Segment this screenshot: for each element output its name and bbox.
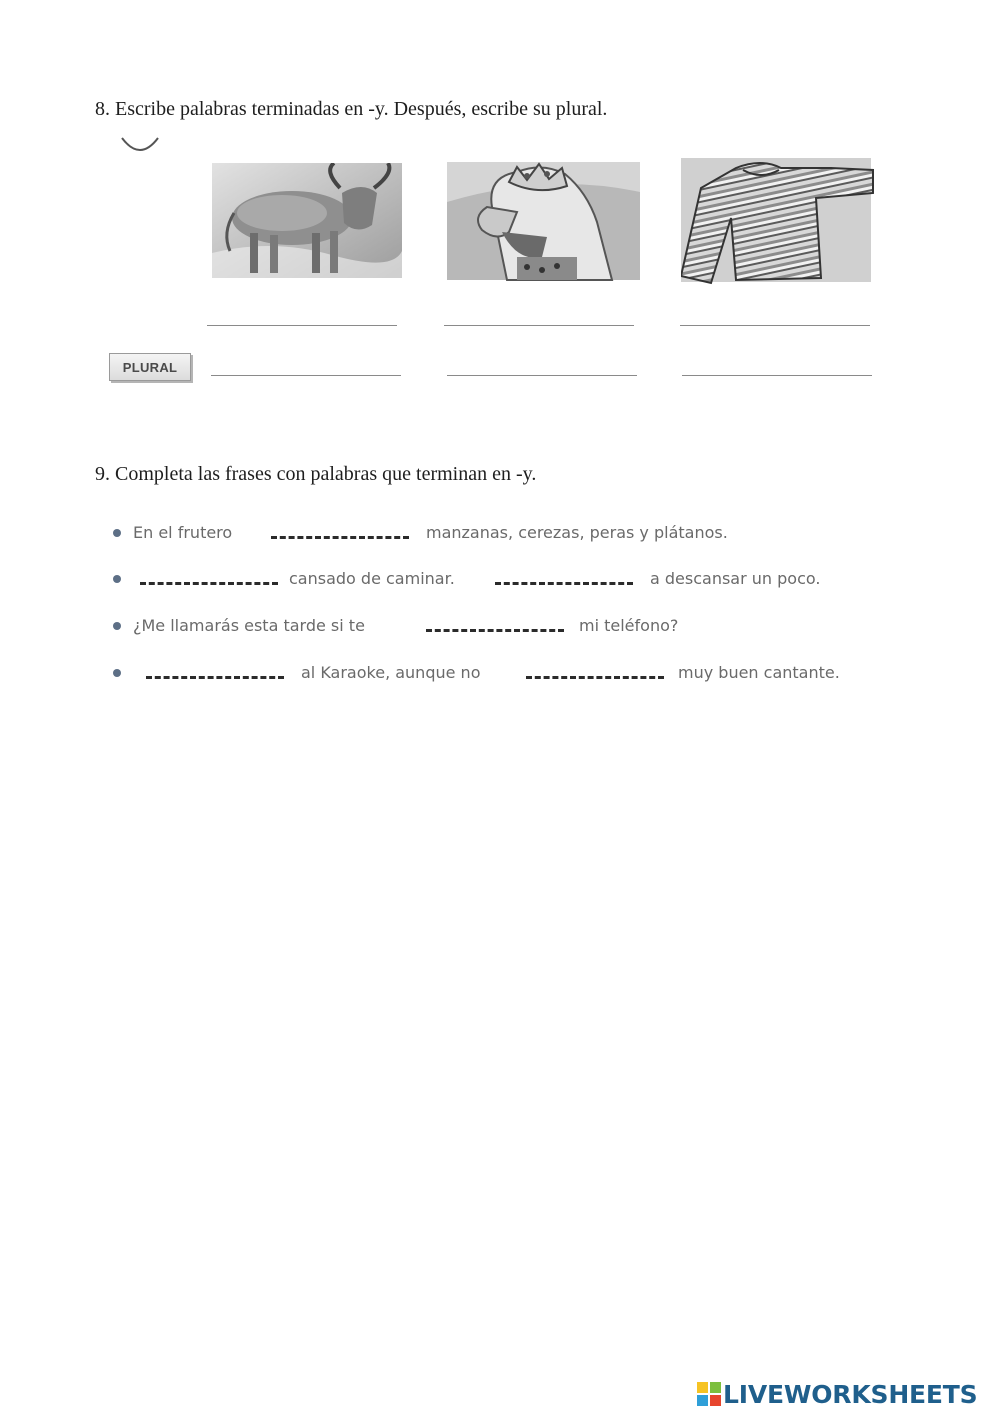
answer-line[interactable]: [680, 325, 870, 326]
liveworksheets-logo-icon: [697, 1382, 721, 1406]
bullet-icon: [113, 669, 121, 677]
sentence-text: al Karaoke, aunque no: [301, 663, 481, 682]
exercise-9-heading: 9. Completa las frases con palabras que terminan en -y.: [95, 463, 537, 485]
sentence-text: mi teléfono?: [579, 616, 679, 635]
circle-fragment: [120, 134, 160, 156]
sentence-3: [113, 614, 733, 640]
plural-label: PLURAL: [109, 353, 191, 381]
sentence-text: cansado de caminar.: [289, 569, 455, 588]
bull-icon: [212, 163, 402, 283]
plural-answer-line[interactable]: [211, 375, 401, 376]
sentence-text: En el frutero: [133, 523, 233, 542]
answer-line[interactable]: [207, 325, 397, 326]
fill-blank[interactable]: [495, 582, 633, 585]
sentence-text: muy buen cantante.: [678, 663, 840, 682]
sentence-4: [113, 661, 883, 687]
liveworksheets-logo: [697, 1379, 977, 1409]
sweater-icon: [681, 158, 876, 288]
fill-blank[interactable]: [146, 676, 284, 679]
sentence-2: [113, 567, 873, 593]
bullet-icon: [113, 529, 121, 537]
plural-answer-line[interactable]: [682, 375, 872, 376]
sentence-text: a descansar un poco.: [650, 569, 821, 588]
fill-blank[interactable]: [140, 582, 278, 585]
bullet-icon: [113, 575, 121, 583]
logo-text: LIVEWORKSHEETS: [723, 1379, 978, 1409]
sentence-text: ¿Me llamarás esta tarde si te: [133, 616, 365, 635]
exercise-8-heading: 8. Escribe palabras terminadas en -y. Después, escribe su plural.: [95, 98, 608, 120]
king-icon: [447, 162, 640, 282]
fill-blank[interactable]: [271, 536, 409, 539]
fill-blank[interactable]: [426, 629, 564, 632]
answer-line[interactable]: [444, 325, 634, 326]
bullet-icon: [113, 622, 121, 630]
sentence-1: [113, 521, 813, 547]
plural-answer-line[interactable]: [447, 375, 637, 376]
sentence-text: manzanas, cerezas, peras y plátanos.: [426, 523, 728, 542]
fill-blank[interactable]: [526, 676, 664, 679]
